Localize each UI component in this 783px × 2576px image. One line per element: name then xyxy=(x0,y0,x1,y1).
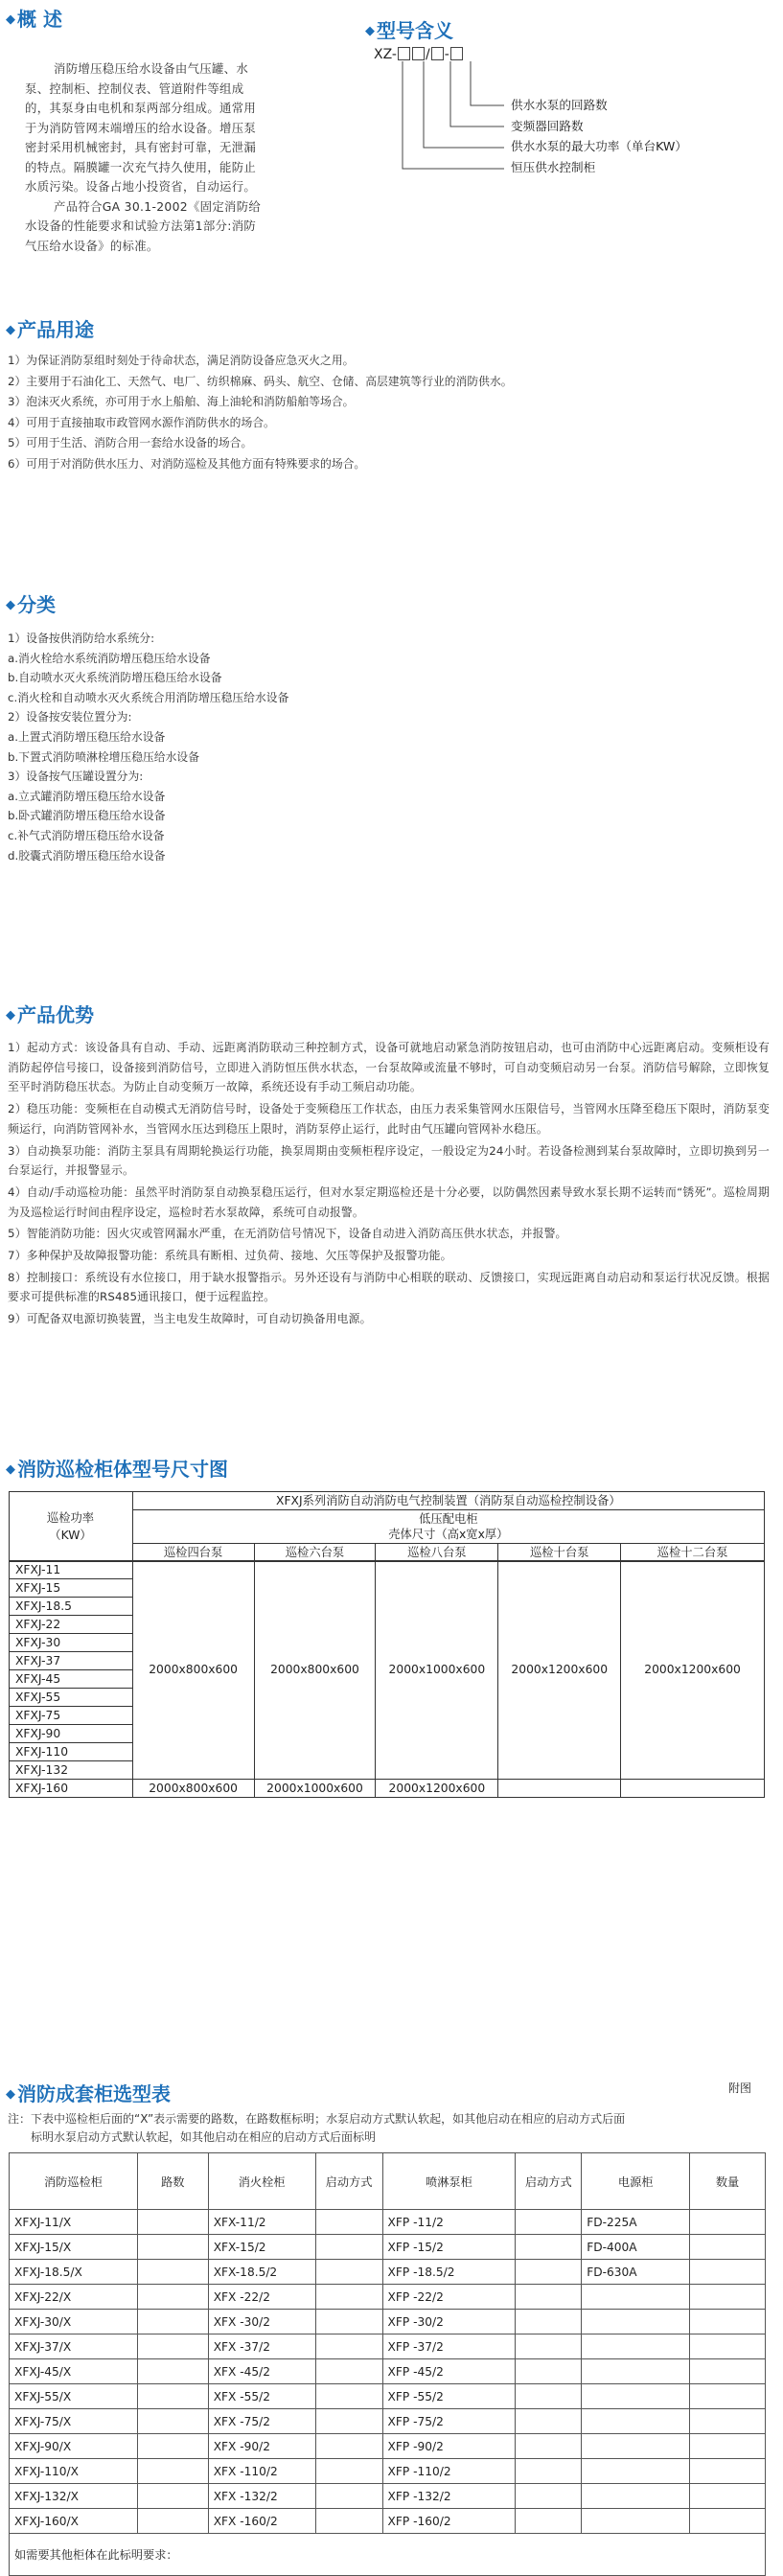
table-cell xyxy=(690,2459,766,2484)
list-item: 6）可用于对消防供水压力、对消防巡检及其他方面有特殊要求的场合。 xyxy=(8,456,366,471)
table-cell xyxy=(315,2434,382,2459)
overview-line: 于为消防管网末端增压的给水设备。增压泵 xyxy=(25,120,257,135)
overview-line: 泵、控制柜、控制仪表、管道附件等组成 xyxy=(25,80,244,96)
table-cell xyxy=(315,2235,382,2260)
table-cell xyxy=(137,2310,208,2334)
list-item: 2）设备按安装位置分为: xyxy=(8,710,132,724)
power-header-line: （KW） xyxy=(49,1529,92,1542)
classification-heading: ◆ 分类 xyxy=(6,593,56,616)
table-cell xyxy=(690,2434,766,2459)
table-cell xyxy=(582,2484,690,2509)
table-footer-cell: 如需要其他柜体在此标明要求： xyxy=(10,2534,766,2576)
table-cell xyxy=(315,2409,382,2434)
table-row xyxy=(10,2509,766,2534)
table-cell xyxy=(137,2260,208,2285)
overview-heading: ◆ 概 述 xyxy=(6,8,62,31)
table-cell: XFX -75/2 xyxy=(208,2409,315,2434)
table-row xyxy=(10,2359,766,2384)
table-cell: XFXJ-45 xyxy=(10,1670,133,1689)
table-cell: XFX -37/2 xyxy=(208,2334,315,2359)
table-cell xyxy=(690,2260,766,2285)
table-cell xyxy=(315,2359,382,2384)
table-header-cell: 巡检十台泵 xyxy=(498,1544,621,1562)
table-cell xyxy=(516,2334,582,2359)
power-header xyxy=(10,1509,131,1544)
note-line: 标明水泵启动方式默认软起，如其他启动在相应的启动方式后面标明 xyxy=(31,2130,377,2144)
table-cell: XFX -30/2 xyxy=(208,2310,315,2334)
table-cell xyxy=(498,1780,621,1798)
table-cell: XFXJ-11/X xyxy=(10,2210,138,2235)
diamond-bullet-icon: ◆ xyxy=(6,1462,15,1477)
table2-note xyxy=(8,2110,625,2147)
model-code xyxy=(374,47,464,62)
list-item: 4）自动/手动巡检功能：虽然平时消防泵自动换泵稳压运行，但对水泵定期巡检还是十分必要，以防偶然因素导致水泵长期不运转而“锈死”。巡检周期为及巡检运行时间由程序设定，巡检时若水泵故障，系统可自动报警。 xyxy=(8,1184,770,1219)
table-cell xyxy=(137,2409,208,2434)
table-header-cell: XFXJ系列消防自动消防电气控制装置（消防泵自动巡检控制设备） xyxy=(132,1492,764,1510)
list-item: b.下置式消防喷淋栓增压稳压给水设备 xyxy=(8,749,199,764)
table-cell xyxy=(315,2285,382,2310)
table-cell: FD-225A xyxy=(582,2210,690,2235)
table-cell: XFXJ-160 xyxy=(10,1780,133,1798)
table-cell: XFXJ-11 xyxy=(10,1561,133,1579)
table-row xyxy=(10,2235,766,2260)
table-cell: XFXJ-110 xyxy=(10,1743,133,1761)
table-row xyxy=(10,2260,766,2285)
model-legend-item: 供水水泵的回路数 xyxy=(511,98,608,112)
table-cell: XFX -132/2 xyxy=(208,2484,315,2509)
list-item: 5）智能消防功能：因火灾或管网漏水严重，在无消防信号情况下，设备自动进入消防高压供水状态，并报警。 xyxy=(8,1227,567,1241)
diamond-bullet-icon: ◆ xyxy=(6,598,15,612)
model-slot-box xyxy=(450,47,463,60)
table-cell xyxy=(137,2434,208,2459)
table-cell xyxy=(690,2285,766,2310)
diamond-bullet-icon: ◆ xyxy=(6,2087,15,2102)
list-item: a.消火栓给水系统消防增压稳压给水设备 xyxy=(8,651,211,665)
diamond-bullet-icon: ◆ xyxy=(6,323,15,337)
table-cell xyxy=(690,2359,766,2384)
table-cell: XFP -132/2 xyxy=(382,2484,516,2509)
table-cell xyxy=(582,2334,690,2359)
table-cell: XFXJ-90 xyxy=(10,1725,133,1743)
table-cell: XFXJ-45/X xyxy=(10,2359,138,2384)
table-cell: FD-400A xyxy=(582,2235,690,2260)
table-subheader: 低压配电柜 xyxy=(419,1512,478,1526)
overview-line: 消防增压稳压给水设备由气压罐、水 xyxy=(54,61,249,76)
classification-list xyxy=(8,629,765,865)
list-item: 1）为保证消防泵组时刻处于待命状态，满足消防设备应急灭火之用。 xyxy=(8,354,355,367)
table-cell xyxy=(690,2210,766,2235)
table-cell xyxy=(516,2434,582,2459)
table-cell xyxy=(516,2285,582,2310)
table-cell: 2000x1200x600 xyxy=(621,1561,765,1780)
table-row xyxy=(10,2434,766,2459)
table-cell xyxy=(516,2310,582,2334)
list-item: 7）多种保护及故障报警功能：系统具有断相、过负荷、接地、欠压等保护及报警功能。 xyxy=(8,1249,452,1263)
list-item: 9）可配备双电源切换装置，当主电发生故障时，可自动切换备用电源。 xyxy=(8,1312,372,1326)
cabinet-size-table-body xyxy=(9,1560,765,1798)
model-slot-box xyxy=(412,47,425,60)
table-cell xyxy=(582,2310,690,2334)
diamond-bullet-icon: ◆ xyxy=(6,12,15,27)
table-header-cell: 巡检四台泵 xyxy=(132,1544,254,1562)
table-cell xyxy=(137,2509,208,2534)
table-cell: XFXJ-55/X xyxy=(10,2384,138,2409)
note-line: 注：下表中巡检柜后面的“X”表示需要的路数，在路数框标明；水泵启动方式默认软起，如其他启动在相应的启动方式后面 xyxy=(8,2112,626,2126)
table-header-cell: 启动方式 xyxy=(516,2153,582,2210)
model-bracket-lines xyxy=(383,61,518,186)
list-item: c.补气式消防增压稳压给水设备 xyxy=(8,828,165,842)
table-header-cell: 启动方式 xyxy=(315,2153,382,2210)
usage-heading: ◆ 产品用途 xyxy=(6,318,94,341)
table-cell: XFXJ-37 xyxy=(10,1652,133,1670)
table-cell: 2000x800x600 xyxy=(254,1561,376,1780)
table-cell xyxy=(582,2285,690,2310)
list-item: b.自动喷水灭火系统消防增压稳压给水设备 xyxy=(8,671,222,685)
power-header-line: 巡检功率 xyxy=(46,1511,95,1525)
table-cell xyxy=(315,2260,382,2285)
overview-line: 气压给水设备》的标准。 xyxy=(25,238,159,253)
table-cell: 2000x800x600 xyxy=(132,1561,254,1780)
table-cell: XFP -18.5/2 xyxy=(382,2260,516,2285)
list-item: 3）设备按气压罐设置分为: xyxy=(8,770,144,784)
overview-line: 的特点。隔膜罐一次充气持久使用，能防止 xyxy=(25,159,257,174)
table-cell xyxy=(582,2384,690,2409)
table-cell: XFXJ-15 xyxy=(10,1579,133,1598)
table-cell: XFP -110/2 xyxy=(382,2459,516,2484)
table-header-cell: 电源柜 xyxy=(582,2153,690,2210)
table-header-cell: 巡检六台泵 xyxy=(254,1544,376,1562)
table-cell: XFXJ-110/X xyxy=(10,2459,138,2484)
table-cell: XFP -11/2 xyxy=(382,2210,516,2235)
list-item: 2）主要用于石油化工、天然气、电厂、纺织棉麻、码头、航空、仓储、高层建筑等行业的消防供水。 xyxy=(8,374,513,388)
table-cell: 2000x1200x600 xyxy=(376,1780,498,1798)
table-cell xyxy=(621,1780,765,1798)
table-cell: XFP -45/2 xyxy=(382,2359,516,2384)
table-cell: XFXJ-22 xyxy=(10,1616,133,1634)
table-header-cell: 消防巡检柜 xyxy=(10,2153,138,2210)
table-cell xyxy=(137,2384,208,2409)
table-cell xyxy=(690,2384,766,2409)
table-cell: XFXJ-22/X xyxy=(10,2285,138,2310)
list-item: 4）可用于直接抽取市政管网水源作消防供水的场合。 xyxy=(8,415,275,429)
table-cell xyxy=(690,2310,766,2334)
table-cell xyxy=(516,2509,582,2534)
table-cell xyxy=(315,2210,382,2235)
table-header-cell xyxy=(132,1510,764,1544)
model-heading: ◆ 型号含义 xyxy=(365,19,453,42)
advantages-list xyxy=(8,1038,770,1329)
model-slot-box xyxy=(398,47,410,60)
table-row xyxy=(10,2334,766,2359)
table-header-cell: 数量 xyxy=(690,2153,766,2210)
table-cell xyxy=(690,2235,766,2260)
table-cell xyxy=(516,2359,582,2384)
table-cell: 2000x800x600 xyxy=(132,1780,254,1798)
list-item: 3）泡沫灭火系统，亦可用于水上船舶、海上油轮和消防船舶等场合。 xyxy=(8,395,355,408)
table-footer-row xyxy=(10,2534,766,2576)
table-cell: XFXJ-18.5 xyxy=(10,1598,133,1616)
table-cell xyxy=(690,2409,766,2434)
table-cell: XFP -75/2 xyxy=(382,2409,516,2434)
table-row xyxy=(10,2384,766,2409)
table2-heading: ◆ 消防成套柜选型表 xyxy=(6,2082,171,2105)
table-cell: XFX-18.5/2 xyxy=(208,2260,315,2285)
model-legend xyxy=(511,95,687,177)
list-item: 3）自动换泵功能：消防主泵具有周期轮换运行功能，换泵周期由变频柜程序设定，一般设定为24小时。若设备检测到某台泵故障时，立即切换到另一台泵运行，并报警显示。 xyxy=(8,1143,770,1178)
table-cell: XFX -90/2 xyxy=(208,2434,315,2459)
list-item: a.立式罐消防增压稳压给水设备 xyxy=(8,789,166,803)
list-item: 1）设备按供消防给水系统分: xyxy=(8,632,155,645)
table-cell xyxy=(516,2210,582,2235)
table-cell xyxy=(516,2409,582,2434)
list-item: d.胶囊式消防增压稳压给水设备 xyxy=(8,848,166,862)
table-subheader: 壳体尺寸（高x宽x厚） xyxy=(388,1528,509,1541)
model-separator: - xyxy=(444,47,449,62)
table-cell xyxy=(137,2459,208,2484)
table-cell xyxy=(690,2484,766,2509)
table-cell xyxy=(516,2459,582,2484)
model-separator: / xyxy=(426,47,430,62)
model-legend-item: 变频器回路数 xyxy=(511,118,584,133)
table-cell xyxy=(516,2235,582,2260)
table-header-cell: 巡检十二台泵 xyxy=(621,1544,765,1562)
table-cell: XFXJ-15/X xyxy=(10,2235,138,2260)
table-cell xyxy=(582,2509,690,2534)
table-row xyxy=(10,2409,766,2434)
table-cell: XFXJ-75 xyxy=(10,1707,133,1725)
table-cell: XFXJ-90/X xyxy=(10,2434,138,2459)
table-cell: XFXJ-132 xyxy=(10,1761,133,1780)
table-cell xyxy=(582,2359,690,2384)
table-cell: XFX-11/2 xyxy=(208,2210,315,2235)
table-header-cell: 喷淋泵柜 xyxy=(382,2153,516,2210)
list-item: 5）可用于生活、消防合用一套给水设备的场合。 xyxy=(8,436,253,449)
table-cell: FD-630A xyxy=(582,2260,690,2285)
table-cell xyxy=(137,2484,208,2509)
table-cell: XFP -160/2 xyxy=(382,2509,516,2534)
table-cell: XFXJ-18.5/X xyxy=(10,2260,138,2285)
list-item: a.上置式消防增压稳压给水设备 xyxy=(8,729,166,744)
table-cell xyxy=(315,2334,382,2359)
table-cell xyxy=(137,2285,208,2310)
table-cell xyxy=(137,2359,208,2384)
table-cell xyxy=(690,2334,766,2359)
overview-line: 密封采用机械密封，具有密封可靠，无泄漏 xyxy=(25,140,257,154)
table-cell xyxy=(137,2334,208,2359)
table-cell: XFXJ-132/X xyxy=(10,2484,138,2509)
table-cell: 2000x1200x600 xyxy=(498,1561,621,1780)
list-item: b.卧式罐消防增压稳压给水设备 xyxy=(8,809,166,823)
table-cell: XFX -160/2 xyxy=(208,2509,315,2534)
table-cell: XFXJ-55 xyxy=(10,1689,133,1707)
model-slot-box xyxy=(431,47,444,60)
table-header-cell: 路数 xyxy=(137,2153,208,2210)
table-cell: XFXJ-75/X xyxy=(10,2409,138,2434)
table-cell xyxy=(582,2409,690,2434)
table-header-cell: 消火栓柜 xyxy=(208,2153,315,2210)
table-cell: XFP -55/2 xyxy=(382,2384,516,2409)
table-header-cell: 巡检八台泵 xyxy=(376,1544,498,1562)
table-cell xyxy=(137,2235,208,2260)
overview-line: 产品符合GA 30.1-2002《固定消防给 xyxy=(54,198,262,214)
table-cell: XFX -45/2 xyxy=(208,2359,315,2384)
model-legend-item: 供水水泵的最大功率（单台KW） xyxy=(511,139,687,153)
model-legend-item: 恒压供水控制柜 xyxy=(511,159,596,174)
table-cell xyxy=(516,2484,582,2509)
table-cell xyxy=(315,2484,382,2509)
model-prefix: XZ- xyxy=(374,47,397,62)
overview-line: 水质污染。设备占地小投资省，自动运行。 xyxy=(25,179,257,194)
table-cell: XFP -15/2 xyxy=(382,2235,516,2260)
diamond-bullet-icon: ◆ xyxy=(365,24,375,38)
table-cell xyxy=(582,2459,690,2484)
usage-list xyxy=(8,351,765,474)
overview-line: 水设备的性能要求和试验方法第1部分:消防 xyxy=(25,218,257,233)
table-cell xyxy=(516,2260,582,2285)
list-item: 8）控制接口：系统设有水位接口，用于缺水报警指示。另外还设有与消防中心相联的联动、反馈接口，实现远距离自动启动和泵运行状况反馈。根据要求可提供标准的RS485通讯接口，便于远程监控。 xyxy=(8,1270,770,1304)
table-cell xyxy=(582,2434,690,2459)
list-item: c.消火栓和自动喷水灭火系统合用消防增压稳压给水设备 xyxy=(8,690,289,704)
selection-table xyxy=(9,2152,766,2576)
table-cell: XFXJ-30 xyxy=(10,1634,133,1652)
table-cell: XFX-15/2 xyxy=(208,2235,315,2260)
table-cell xyxy=(137,2210,208,2235)
advantages-heading: ◆ 产品优势 xyxy=(6,1003,94,1026)
list-item: 2）稳压功能：变频柜在自动模式无消防信号时，设备处于变频稳压工作状态，由压力表采集管网水压限信号，当管网水压降至稳压下限时，消防泵变频运行，向消防管网补水，当管网水压达到稳压上限时，消防泵停止运行，此时由气压罐向管网补水稳压。 xyxy=(8,1102,770,1136)
table-cell xyxy=(516,2384,582,2409)
table-cell: XFX -55/2 xyxy=(208,2384,315,2409)
overview-text xyxy=(25,59,365,256)
table1-heading: ◆ 消防巡检柜体型号尺寸图 xyxy=(6,1458,228,1481)
table-cell xyxy=(690,2509,766,2534)
table-cell: XFX -110/2 xyxy=(208,2459,315,2484)
table-row xyxy=(10,2310,766,2334)
diamond-bullet-icon: ◆ xyxy=(6,1008,15,1023)
table-cell: 2000x1000x600 xyxy=(376,1561,498,1780)
table-cell xyxy=(315,2459,382,2484)
table-cell: XFXJ-30/X xyxy=(10,2310,138,2334)
table-cell xyxy=(315,2509,382,2534)
table-cell xyxy=(315,2384,382,2409)
table-cell: XFXJ-37/X xyxy=(10,2334,138,2359)
table-cell xyxy=(315,2310,382,2334)
table-cell: XFXJ-160/X xyxy=(10,2509,138,2534)
table-cell: XFP -37/2 xyxy=(382,2334,516,2359)
list-item: 1）起动方式：该设备具有自动、手动、远距离消防联动三种控制方式，设备可就地启动紧急消防按钮启动，也可由消防中心远距离启动。变频柜设有消防起停信号接口，设备接到消防信号，立即进入消防恒压供水状态，一台泵故障或流量不够时，可自动变频启动另一台泵。消防信号解除，立即恢复至平时消防稳压状态。为防止自动变频万一故障，系统还设有手动工频启动功能。 xyxy=(8,1041,770,1094)
overview-line: 的，其泵身由电机和泵两部分组成。通常用 xyxy=(25,101,257,115)
table-cell: XFP -90/2 xyxy=(382,2434,516,2459)
table-row xyxy=(10,2484,766,2509)
table-cell: XFP -22/2 xyxy=(382,2285,516,2310)
table-cell: XFP -30/2 xyxy=(382,2310,516,2334)
attachment-label: 附图 xyxy=(728,2082,752,2095)
table-row xyxy=(10,2285,766,2310)
table-row xyxy=(10,2459,766,2484)
table-cell: XFX -22/2 xyxy=(208,2285,315,2310)
table-row xyxy=(10,2210,766,2235)
table-cell: 2000x1000x600 xyxy=(254,1780,376,1798)
